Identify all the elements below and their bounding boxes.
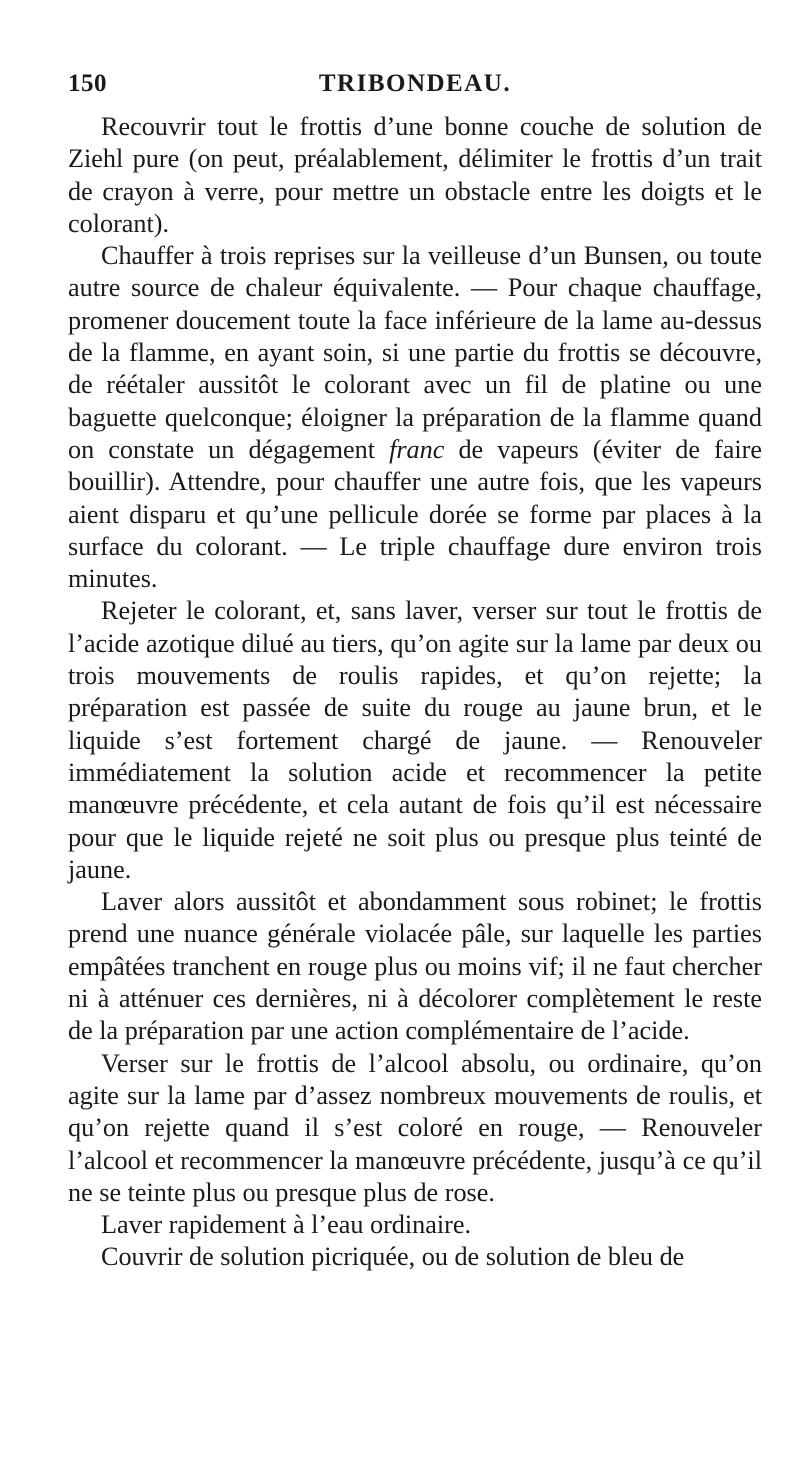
heating-text-part-1: Chauffer à trois reprises sur la veilleuse d’un Bunsen, ou toute autre source de chaleur équivalente. — Pour chaque chauffage, promener doucement toute la face inférieure de la lame au-dessus de la flamme, en ayant soin, si une partie du frottis se découvre, de réétaler aussitôt le colorant avec un fil de platine ou une baguette quelconque; éloigner la préparation de la flamme quand on constate un dégagement — [68, 241, 762, 464]
paragraph-heating — [68, 240, 762, 595]
heating-text-part-2: de vapeurs (éviter de faire bouillir). Attendre, pour chauffer une autre fois, que les vapeurs aient disparu et qu’une pellicule dorée se forme par places à la surface du colorant. — Le triple chauffage dure environ trois minutes. — [68, 434, 762, 594]
paragraph-water-rinse: Laver alors aussitôt et abondamment sous robinet; le frottis prend une nuance générale violacée pâle, sur laquelle les parties empâtées tranchent en rouge plus ou moins vif; il ne faut chercher ni à atténuer ces dernières, ni à décolorer complètement le reste de la préparation par une action complémentaire de l’acide. — [68, 887, 762, 1046]
paragraph-acid-wash: Rejeter le colorant, et, sans laver, verser sur tout le frottis de l’acide azotique dilué au tiers, qu’on agite sur la lame par deux ou trois mouvements de roulis rapides, et qu’on rejette; la préparation est passée de suite du rouge au jaune brun, et le liquide s’est fortement chargé de jaune. — Renouveler immédiatement la solution acide et recommencer la petite manœuvre précédente, et cela autant de fois qu’il est nécessaire pour que le liquide rejeté ne soit plus ou presque plus teinté de jaune. — [68, 596, 762, 884]
page-header — [68, 66, 762, 106]
paragraph-counterstain: Couvrir de solution picriquée, ou de solution de bleu de — [101, 1242, 685, 1272]
paragraph-quick-rinse: Laver rapidement à l’eau ordinaire. — [101, 1210, 472, 1240]
paragraph-alcohol: Verser sur le frottis de l’alcool absolu, ou ordinaire, qu’on agite sur la lame par d’assez nombreux mouvements de roulis, et qu’on rejette quand il s’est coloré en rouge, — Renouveler l’alcool et recommencer la manœuvre précédente, jusqu’à ce qu’il ne se teinte plus ou presque plus de rose. — [68, 1048, 762, 1207]
emphasis-franc: franc — [389, 434, 445, 464]
running-head: TRIBONDEAU. — [318, 70, 512, 97]
paragraph-ziehl-coverage: Recouvrir tout le frottis d’une bonne couche de solution de Ziehl pure (on peut, préalablement, délimiter le frottis d’un trait de crayon à verre, pour mettre un obstacle entre les doigts et le colorant). — [68, 112, 762, 238]
body-text — [68, 111, 762, 1274]
page-number: 150 — [68, 70, 107, 97]
